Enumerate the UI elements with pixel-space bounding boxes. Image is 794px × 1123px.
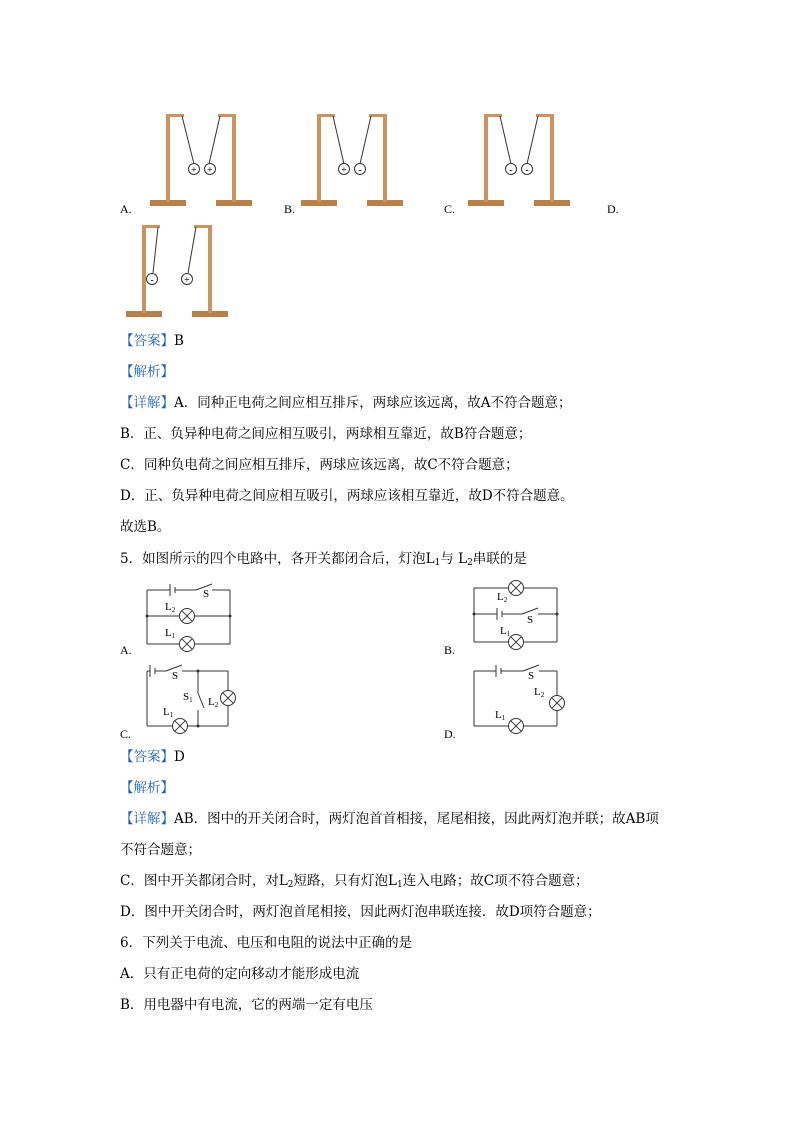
q4-figure-c [468,114,570,206]
svg-text:L1: L1 [500,625,511,638]
q4-option-b-label: B. [284,202,296,216]
q5-circuit-a [147,584,230,652]
q4-detail-line-d: D．正、负异种电荷之间应相互吸引，两球应该相互靠近，故D不符合题意。 [120,488,574,504]
q5-option-a-label: A. [120,643,132,657]
q4-option-c-label: C. [444,202,456,216]
svg-text:S: S [203,588,210,600]
q5-option-d-label: D. [444,727,456,741]
svg-text:L2: L2 [165,601,176,614]
q4-figure-d [126,225,228,317]
q4-detail-line-c: C．同种负电荷之间应相互排斥，两球应该远离，故C不符合题意； [120,457,519,473]
q5-detail-ab-line2: 不符合题意； [120,842,201,858]
answer-value: D [174,749,185,765]
q5-detail-ab-line1: 【详解】AB．图中的开关闭合时，两灯泡首首相接，尾尾相接，因此两灯泡并联；故AB项 [120,811,659,827]
q5-circuit-b [474,581,557,650]
svg-text:S1: S1 [183,691,193,704]
svg-text:S: S [527,614,534,626]
svg-text:L1: L1 [495,709,506,722]
q4-figure-b [301,114,403,206]
q5-detail-c: C．图中开关都闭合时，对$L_2$短路，只有灯泡$L_1$连入电路；故C项不符合题意； [120,873,589,890]
q5-analysis-heading: 【解析】 [120,780,174,796]
q4-detail-line-b: B．正、负异种电荷之间应相互吸引，两球相互靠近，故B符合题意； [120,426,532,442]
svg-text:+: + [207,165,213,176]
svg-text:L1: L1 [163,706,174,719]
svg-text:-: - [150,275,154,286]
svg-text:S: S [528,670,535,682]
svg-text:L1: L1 [165,627,176,640]
q6-option-a: A．只有正电荷的定向移动才能形成电流 [120,966,360,982]
q5-detail-d: D．图中开关闭合时，两灯泡首尾相接，因此两灯泡串联连接．故D项符合题意； [120,904,601,920]
q4-detail-line-a: 【详解】A．同种正电荷之间应相互排斥，两球应该远离，故A不符合题意； [120,395,572,411]
answer-tag: 【答案】 [120,333,174,349]
q5-circuit-d [474,665,565,734]
svg-text:L2: L2 [208,696,219,709]
svg-text:+: + [341,165,347,176]
q5-option-c-label: C. [120,727,132,741]
svg-text:L2: L2 [497,591,508,604]
svg-text:-: - [358,165,362,176]
svg-text:S: S [172,670,179,682]
svg-text:-: - [525,165,529,176]
q4-option-a-label: A. [120,202,132,216]
q4-analysis-heading: 【解析】 [120,364,174,380]
q6-option-b: B．用电器中有电流，它的两端一定有电压 [120,997,373,1013]
q5-option-b-label: B. [444,643,456,657]
svg-text:-: - [509,165,513,176]
q4-stands-svg [0,0,794,330]
svg-text:+: + [184,275,190,286]
q4-figure-a [150,114,252,206]
q4-option-d-label: D. [607,202,619,216]
q5-stem: 5．如图所示的四个电路中，各开关都闭合后，灯泡$L_1$与 $L_2$串联的是 [120,551,527,568]
svg-text:+: + [191,165,197,176]
answer-value: B [174,333,184,349]
q4-answer [120,331,184,351]
q6-stem: 6．下列关于电流、电压和电阻的说法中正确的是 [120,935,413,951]
q5-answer: 【答案】D [120,749,185,765]
svg-text:L2: L2 [534,686,545,699]
q4-conclusion: 故选B。 [120,519,171,535]
